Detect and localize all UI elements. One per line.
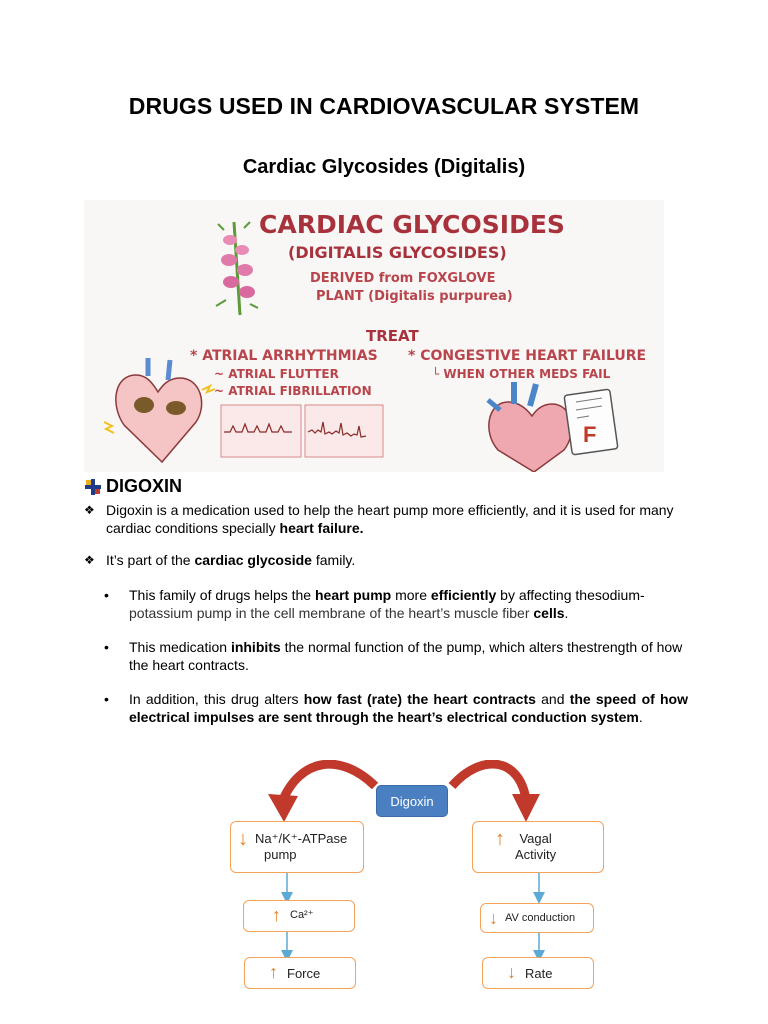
up-arrow-icon: ↑ bbox=[269, 962, 278, 982]
curve-arrow-left-head bbox=[268, 794, 298, 822]
av-conduction-label: AV conduction bbox=[505, 912, 576, 924]
derived-line-1: DERIVED from FOXGLOVE bbox=[310, 271, 496, 286]
b3-b: how fast (rate) the heart contracts bbox=[303, 691, 536, 707]
ecg-strip-flutter bbox=[221, 405, 301, 457]
grade-f-label: F bbox=[583, 422, 597, 447]
bullet-dot-icon: • bbox=[104, 639, 109, 655]
diamond-bullet-icon: ❖ bbox=[84, 503, 95, 517]
paragraph-family bbox=[84, 551, 688, 569]
b1-a: This family of drugs helps the bbox=[129, 587, 315, 603]
activity-label: Activity bbox=[515, 847, 557, 862]
derived-line-2: PLANT (Digitalis purpurea) bbox=[316, 289, 513, 304]
b3-c: and bbox=[535, 691, 570, 707]
p1-text: Digoxin is a medication used to help the heart pump more efficiently, and it is used for many cardiac conditions specially bbox=[106, 502, 674, 536]
b2-a: This medication bbox=[129, 639, 231, 655]
treat-left-sub-2: ~ ATRIAL FIBRILLATION bbox=[214, 384, 372, 398]
bullet-item-3 bbox=[104, 690, 688, 726]
treat-left-sub-1: ~ ATRIAL FLUTTER bbox=[214, 367, 339, 381]
paragraph-digoxin-intro bbox=[84, 501, 688, 537]
b3-d: the speed of how electrical impulses are sent through the heart’s electrical conduction system bbox=[129, 691, 688, 725]
down-arrow-icon: ↓ bbox=[489, 908, 498, 928]
illustration-subheading: (DIGITALIS GLYCOSIDES) bbox=[288, 243, 507, 262]
force-box bbox=[244, 957, 356, 989]
bullet-item-2 bbox=[104, 638, 688, 674]
rate-box bbox=[482, 957, 594, 989]
down-arrow-icon: ↓ bbox=[238, 828, 248, 850]
ecg-strip-fibrillation bbox=[305, 405, 383, 457]
bullet-dot-icon: • bbox=[104, 691, 109, 707]
na-k-atpase-label: Na⁺/K⁺-ATPase bbox=[255, 831, 348, 846]
digoxin-center-label: Digoxin bbox=[390, 793, 434, 809]
rate-label: Rate bbox=[525, 966, 553, 981]
av-conduction-box bbox=[480, 903, 594, 933]
p2-post: family. bbox=[311, 552, 356, 568]
digoxin-center-box bbox=[376, 785, 448, 817]
bullet-item-1 bbox=[104, 586, 688, 622]
down-arrow-icon: ↓ bbox=[507, 962, 516, 982]
b1-g: cells bbox=[533, 605, 565, 621]
na-k-atpase-box bbox=[230, 821, 364, 873]
calcium-box bbox=[243, 900, 355, 932]
b1-c: more bbox=[391, 587, 431, 603]
treat-right-item: * CONGESTIVE HEART FAILURE bbox=[408, 348, 647, 364]
b1-b: heart pump bbox=[314, 587, 392, 603]
section-heading-digoxin bbox=[84, 476, 182, 497]
illustration-heading: CARDIAC GLYCOSIDES bbox=[259, 210, 565, 239]
b2-c: the normal function of the pump, which alters thestrength of how the heart contracts. bbox=[129, 639, 683, 673]
b1-h: . bbox=[564, 605, 569, 621]
grade-clipboard-icon bbox=[564, 389, 618, 455]
curve-arrow-right-head bbox=[512, 794, 540, 822]
b2-b: inhibits bbox=[230, 639, 281, 655]
diamond-bullet-icon: ❖ bbox=[84, 553, 95, 567]
bullet-dot-icon: • bbox=[104, 587, 109, 603]
na-k-pump-label: pump bbox=[264, 847, 297, 862]
up-arrow-icon: ↑ bbox=[272, 905, 281, 925]
page-subtitle: Cardiac Glycosides (Digitalis) bbox=[242, 156, 526, 178]
p2-pre: It’s part of the bbox=[106, 552, 195, 568]
calcium-label: Ca²⁺ bbox=[290, 909, 314, 921]
cardiac-glycosides-illustration bbox=[84, 200, 664, 472]
treat-left-item: * ATRIAL ARRHYTHMIAS bbox=[190, 348, 378, 364]
p2-bold: cardiac glycoside bbox=[194, 552, 312, 568]
b1-e: by affecting thesodium- bbox=[496, 587, 645, 603]
force-label: Force bbox=[287, 966, 321, 981]
treat-right-sub: └ WHEN OTHER MEDS FAIL bbox=[432, 367, 611, 381]
treat-label: TREAT bbox=[366, 327, 419, 345]
b3-e: . bbox=[638, 709, 643, 725]
section-heading-text: DIGOXIN bbox=[106, 476, 183, 496]
vagal-activity-box bbox=[472, 821, 604, 873]
p1-bold: heart failure. bbox=[279, 520, 364, 536]
section-marker-icon bbox=[84, 478, 102, 496]
page-title: DRUGS USED IN CARDIOVASCULAR SYSTEM bbox=[128, 93, 640, 119]
up-arrow-icon: ↑ bbox=[495, 828, 505, 850]
b1-f: potassium pump in the cell membrane of the heart’s muscle fiber bbox=[129, 605, 534, 621]
b3-a: In addition, this drug alters bbox=[129, 691, 304, 707]
vagal-label: Vagal bbox=[519, 831, 552, 846]
b1-d: efficiently bbox=[430, 587, 497, 603]
